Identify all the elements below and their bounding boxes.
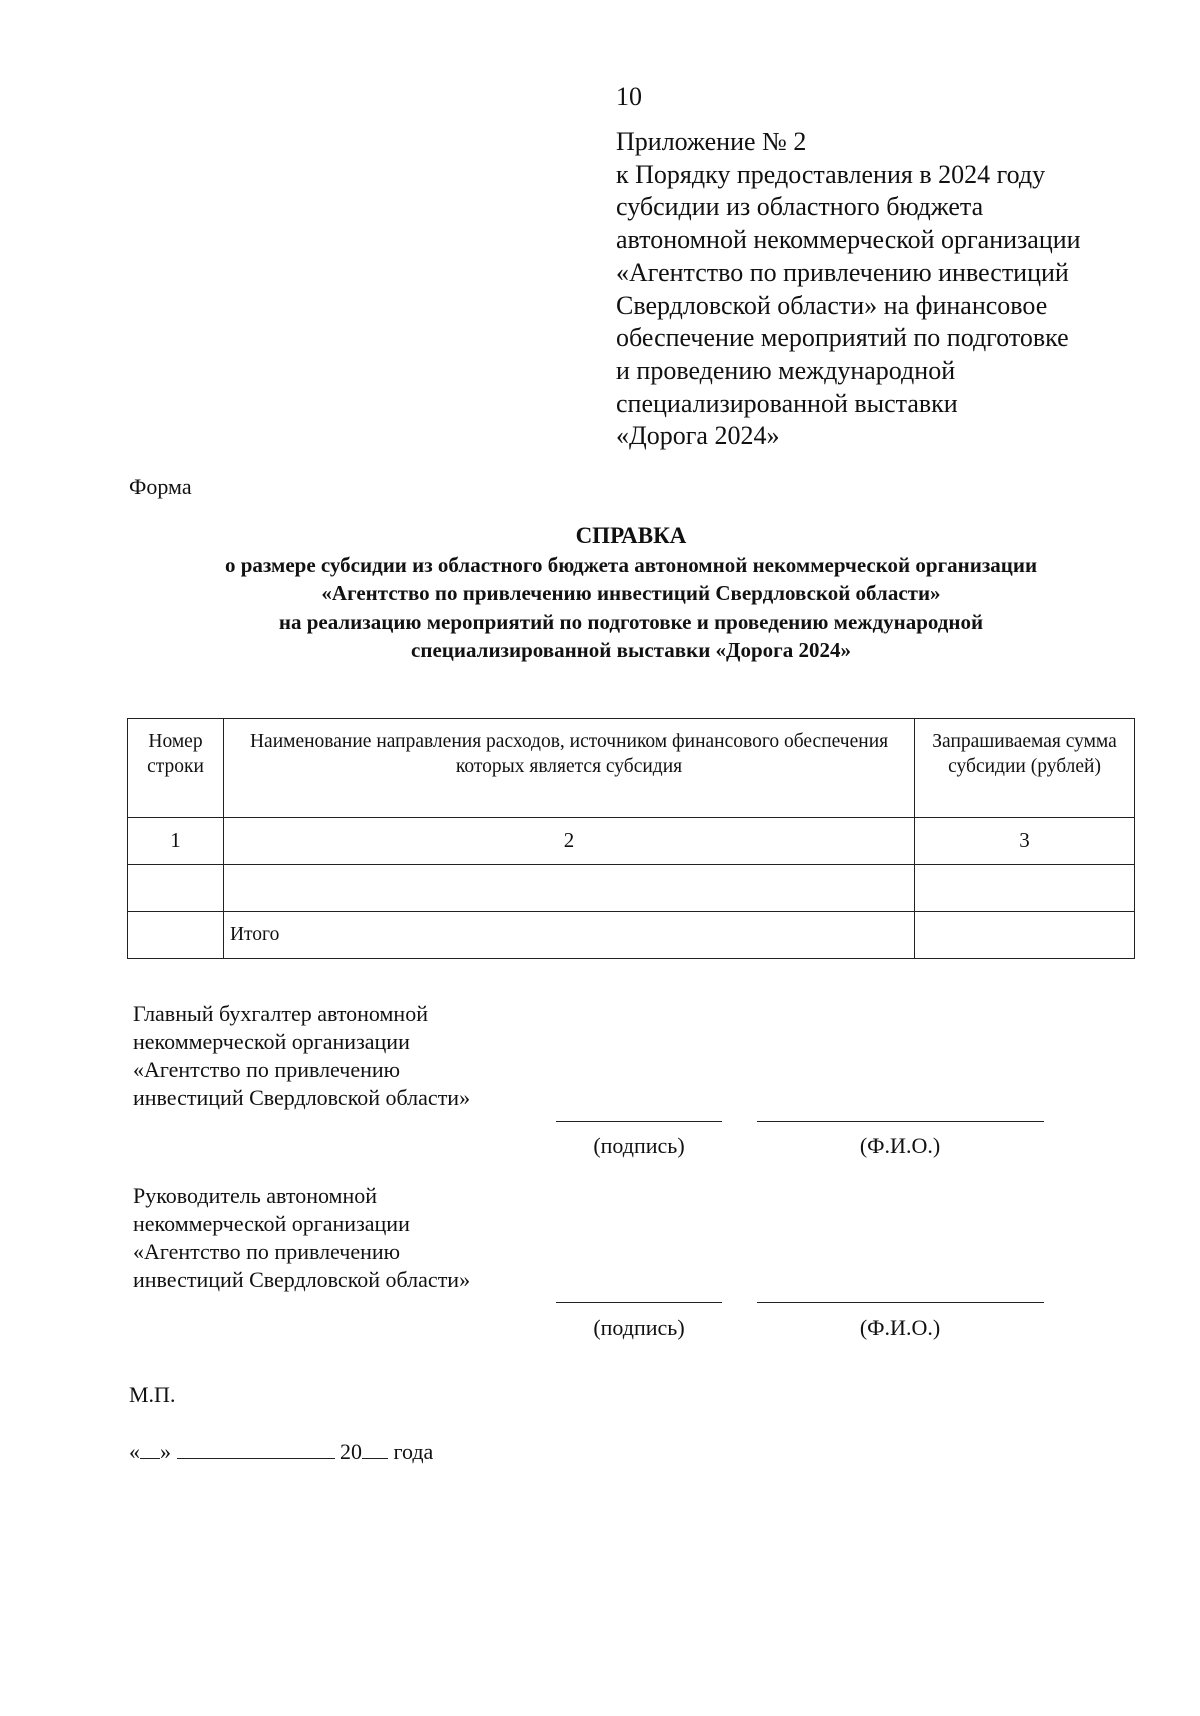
director-title [133, 1182, 470, 1294]
name-label: (Ф.И.О.) [859, 1315, 941, 1340]
date-year-word: года [393, 1439, 434, 1464]
column-number: 2 [223, 818, 914, 865]
name-line [757, 1121, 1044, 1122]
table-cell [915, 912, 1135, 959]
appendix-line: и проведению международной [616, 355, 956, 385]
signatory-line: «Агентство по привлечению [133, 1057, 401, 1082]
column-number: 3 [915, 818, 1135, 865]
title-main: СПРАВКА [575, 523, 687, 548]
appendix-line: обеспечение мероприятий по подготовке [616, 323, 1069, 353]
total-label: Итого [223, 912, 914, 959]
signatory-line: Главный бухгалтер автономной [133, 1001, 428, 1026]
appendix-header [616, 126, 1081, 453]
appendix-line: «Агентство по привлечению инвестиций [616, 257, 1069, 287]
table-total-row [128, 912, 1135, 959]
appendix-line: субсидии из областного бюджета [616, 192, 984, 222]
chief-accountant-title [133, 1000, 470, 1112]
date-open-quote: « [129, 1439, 140, 1464]
document-title [0, 522, 1200, 665]
subsidy-table [127, 718, 1135, 959]
signature-line [556, 1302, 722, 1303]
page-number: 10 [616, 82, 642, 111]
appendix-line: «Дорога 2024» [616, 421, 780, 451]
signatory-line: инвестиций Свердловской области» [133, 1267, 471, 1292]
header-cell: Запрашиваемая сумма субсидии (рублей) [915, 719, 1135, 818]
appendix-line: Приложение № 2 [616, 127, 807, 156]
signature-label: (подпись) [593, 1133, 685, 1158]
table-cell [915, 865, 1135, 912]
day-blank [140, 1440, 160, 1459]
title-line: «Агентство по привлечению инвестиций Свердловской области» [321, 581, 941, 605]
appendix-line: специализированной выставки [616, 388, 958, 418]
name-line [757, 1302, 1044, 1303]
header-cell: Номер строки [128, 719, 224, 818]
title-line: специализированной выставки «Дорога 2024» [411, 638, 851, 662]
stamp-place: М.П. [129, 1382, 176, 1407]
title-line: о размере субсидии из областного бюджета автономной некоммерческой организации [224, 552, 1038, 577]
table-cell [128, 912, 224, 959]
signatory-line: некоммерческой организации [133, 1211, 410, 1236]
table-numbering-row [128, 818, 1135, 865]
appendix-line: к Порядку предоставления в 2024 году [616, 159, 1046, 189]
column-number: 1 [128, 818, 224, 865]
appendix-line: автономной некоммерческой организации [616, 225, 1081, 255]
table-header-row [128, 719, 1135, 818]
table-cell [128, 865, 224, 912]
signatory-line: инвестиций Свердловской области» [133, 1085, 471, 1110]
signature-line [556, 1121, 722, 1122]
header-cell: Наименование направления расходов, источником финансового обеспечения которых является субсидия [223, 719, 914, 818]
signatory-line: некоммерческой организации [133, 1029, 410, 1054]
table-row [128, 865, 1135, 912]
date-century: 20 [340, 1439, 362, 1464]
year-blank [362, 1440, 388, 1459]
table-cell [223, 865, 914, 912]
title-line: на реализацию мероприятий по подготовке и проведению международной [278, 609, 984, 634]
date-close-quote: » [160, 1439, 171, 1464]
appendix-line: Свердловской области» на финансовое [616, 290, 1048, 320]
signature-label: (подпись) [593, 1315, 685, 1340]
form-label: Форма [129, 474, 192, 499]
name-label: (Ф.И.О.) [859, 1133, 941, 1158]
signatory-line: «Агентство по привлечению [133, 1239, 401, 1264]
signatory-line: Руководитель автономной [133, 1183, 378, 1208]
date-field [129, 1439, 433, 1465]
month-blank [177, 1440, 335, 1459]
